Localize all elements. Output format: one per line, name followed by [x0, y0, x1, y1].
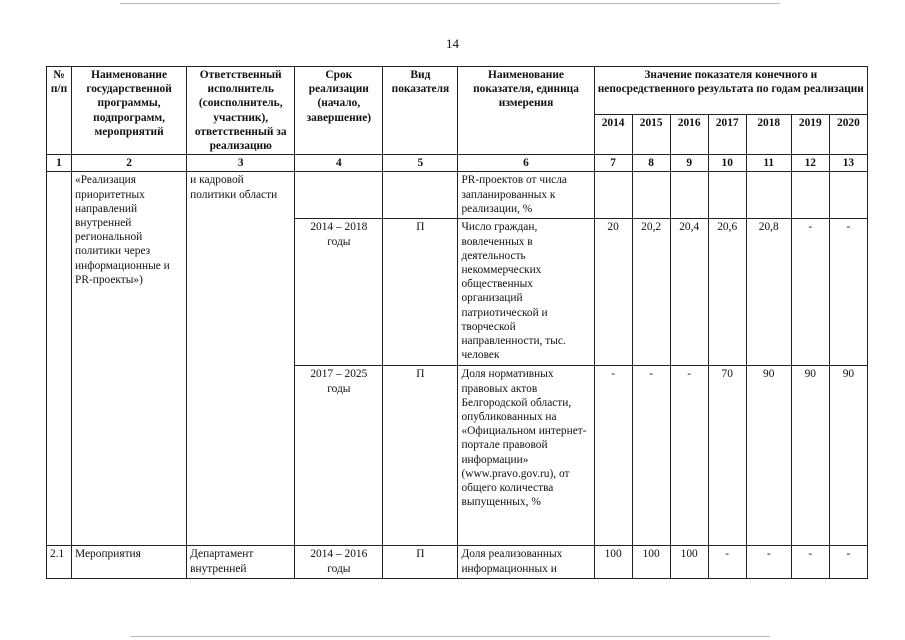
indicator-name: PR-проектов от числа запланированных к реализации, % — [458, 172, 594, 219]
value-2015: - — [632, 366, 670, 546]
value-2019: - — [791, 219, 829, 366]
column-number: 6 — [458, 155, 594, 172]
value-cell — [632, 172, 670, 219]
value-2015: 100 — [632, 546, 670, 579]
value-cell — [791, 172, 829, 219]
column-number: 10 — [708, 155, 746, 172]
value-2014: 100 — [594, 546, 632, 579]
indicators-table — [46, 66, 868, 579]
value-2015: 20,2 — [632, 219, 670, 366]
column-number: 8 — [632, 155, 670, 172]
column-number: 5 — [383, 155, 458, 172]
indicator-type: П — [383, 366, 458, 546]
value-2017: 70 — [708, 366, 746, 546]
indicator-name: Доля реализованных информационных и — [458, 546, 594, 579]
row-number: 2.1 — [47, 546, 72, 579]
value-2020: - — [829, 219, 867, 366]
header-values-group: Значение показателя конечного и непосредственного результата по годам реализации — [594, 67, 867, 115]
page-number: 14 — [446, 36, 459, 51]
indicator-type: П — [383, 546, 458, 579]
header-year: 2018 — [746, 115, 791, 155]
header-year: 2014 — [594, 115, 632, 155]
header-period: Срок реализации (начало, завершение) — [295, 67, 383, 155]
indicator-name: Доля нормативных правовых актов Белгородской области, опубликованных на «Официальном интернет-портале правовой информации» (www.pravo.gov.ru), от общего количества выпущенных, % — [458, 366, 594, 546]
value-2016: 100 — [670, 546, 708, 579]
header-year: 2015 — [632, 115, 670, 155]
value-2014: - — [594, 366, 632, 546]
column-number: 4 — [295, 155, 383, 172]
row-number-cell — [47, 172, 72, 546]
value-2019: 90 — [791, 366, 829, 546]
indicator-type: П — [383, 219, 458, 366]
value-2014: 20 — [594, 219, 632, 366]
period: 2017 – 2025 годы — [295, 366, 383, 546]
column-number: 9 — [670, 155, 708, 172]
value-2016: - — [670, 366, 708, 546]
column-number: 2 — [72, 155, 187, 172]
header-executor: Ответственный исполнитель (соисполнитель, участник), ответственный за реализацию — [187, 67, 295, 155]
value-2018: - — [746, 546, 791, 579]
scan-artifact — [120, 3, 780, 4]
header-indicator-name: Наименование показателя, единица измерения — [458, 67, 594, 155]
value-2017: - — [708, 546, 746, 579]
header-indicator-type: Вид показателя — [383, 67, 458, 155]
header-year: 2016 — [670, 115, 708, 155]
value-cell — [829, 172, 867, 219]
period: 2014 – 2016 годы — [295, 546, 383, 579]
value-2020: - — [829, 546, 867, 579]
column-number: 7 — [594, 155, 632, 172]
column-number: 13 — [829, 155, 867, 172]
program-name: Мероприятия — [72, 546, 187, 579]
value-cell — [594, 172, 632, 219]
value-2016: 20,4 — [670, 219, 708, 366]
scan-artifact — [130, 636, 770, 637]
header-year: 2017 — [708, 115, 746, 155]
value-cell — [670, 172, 708, 219]
column-number: 12 — [791, 155, 829, 172]
header-program-name: Наименование государственной программы, подпрограмм, мероприятий — [72, 67, 187, 155]
value-2020: 90 — [829, 366, 867, 546]
value-cell — [746, 172, 791, 219]
period: 2014 – 2018 годы — [295, 219, 383, 366]
column-number: 11 — [746, 155, 791, 172]
executor: Департамент внутренней — [187, 546, 295, 579]
header-number: № п/п — [47, 67, 72, 155]
period-cell — [295, 172, 383, 219]
column-number: 1 — [47, 155, 72, 172]
program-name: «Реализация приоритетных направлений внутренней региональной политики через информационные и PR-проекты») — [72, 172, 187, 546]
column-number: 3 — [187, 155, 295, 172]
value-2019: - — [791, 546, 829, 579]
executor: и кадровой политики области — [187, 172, 295, 546]
header-year: 2019 — [791, 115, 829, 155]
value-cell — [708, 172, 746, 219]
indicator-name: Число граждан, вовлеченных в деятельность некоммерческих общественных организаций патриотической и творческой направленности, тыс. человек — [458, 219, 594, 366]
value-2017: 20,6 — [708, 219, 746, 366]
value-2018: 20,8 — [746, 219, 791, 366]
value-2018: 90 — [746, 366, 791, 546]
header-year: 2020 — [829, 115, 867, 155]
type-cell — [383, 172, 458, 219]
